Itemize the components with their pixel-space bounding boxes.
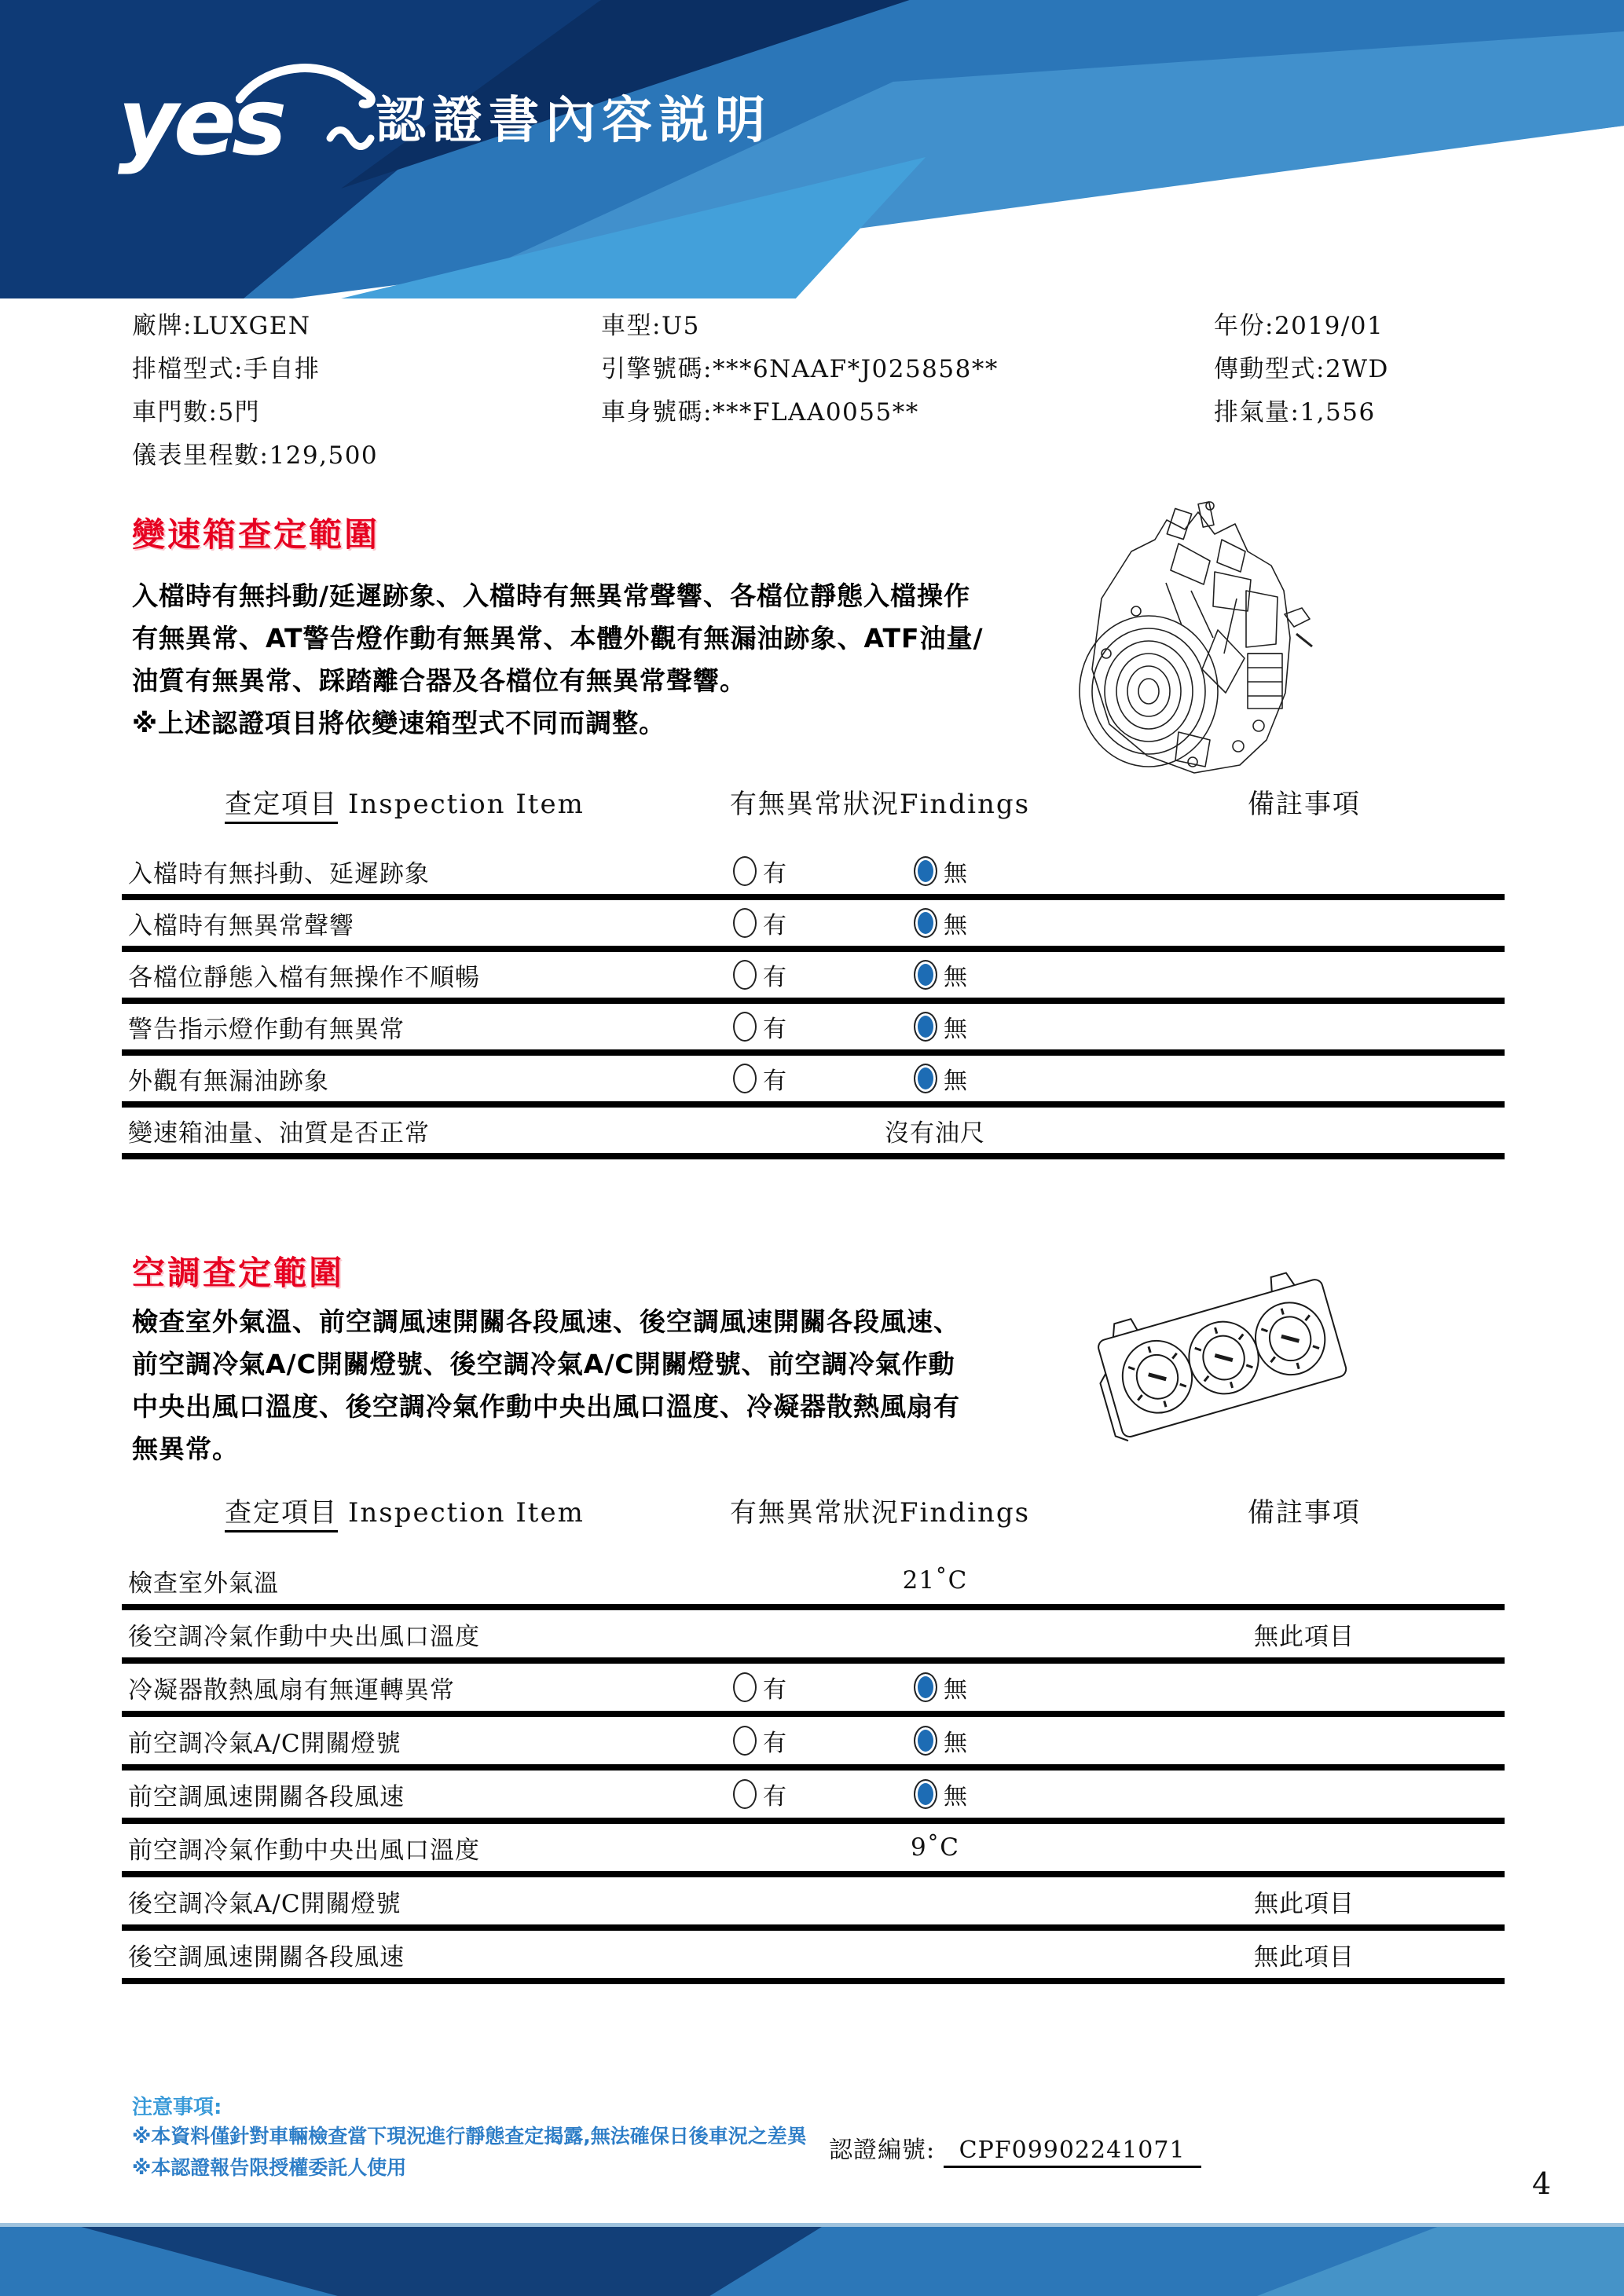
certificate-number-row — [829, 2130, 1201, 2165]
page-number: 4 — [1532, 2166, 1552, 2201]
radio-yes-label: 有 — [763, 1676, 786, 1704]
radio-yes-label: 有 — [763, 1783, 786, 1811]
aircon-desc-line: 前空調冷氣A/C開關燈號、後空調冷氣A/C開關燈號、前空調冷氣作動 — [132, 1349, 955, 1379]
certificate-number-value: CPF09902241071 — [944, 2137, 1201, 2168]
radio-no-label: 無 — [944, 1016, 967, 1043]
radio-option-yes[interactable] — [733, 1777, 786, 1811]
radio-yes-icon[interactable] — [733, 1726, 757, 1756]
inspection-item-label: 冷凝器散熱風扇有無運轉異常 — [128, 1675, 455, 1705]
remark-value: 無此項目 — [1254, 1943, 1355, 1972]
table-row — [122, 1877, 1505, 1931]
inspection-item-label: 各檔位靜態入檔有無操作不順暢 — [128, 963, 480, 992]
radio-no-label: 無 — [944, 1730, 967, 1757]
t1-header-item-en: Inspection Item — [338, 789, 585, 820]
inspection-item-label: 後空調冷氣A/C開關燈號 — [128, 1889, 401, 1918]
car-swoosh-icon — [236, 53, 393, 163]
transmission-desc-line: 有無異常、AT警告燈作動有無異常、本體外觀有無漏油跡象、ATF油量/ — [132, 623, 984, 654]
aircon-section-description — [132, 1301, 960, 1470]
transmission-desc-line: ※上述認證項目將依變速箱型式不同而調整。 — [132, 708, 666, 738]
radio-option-no[interactable] — [914, 958, 967, 992]
radio-yes-label: 有 — [763, 964, 786, 991]
radio-yes-icon[interactable] — [733, 908, 757, 938]
table-row — [122, 1771, 1505, 1824]
table-row — [122, 1824, 1505, 1877]
brand-field: 廠牌:LUXGEN — [132, 312, 311, 340]
table-row — [122, 1557, 1505, 1610]
radio-option-no[interactable] — [914, 1723, 967, 1758]
finding-value: 沒有油尺 — [885, 1119, 985, 1148]
inspection-item-label: 前空調冷氣作動中央出風口溫度 — [128, 1836, 480, 1865]
radio-no-label: 無 — [944, 964, 967, 991]
radio-no-icon[interactable] — [914, 856, 937, 886]
year-field: 年份:2019/01 — [1214, 312, 1384, 340]
gearbox-type-field: 排檔型式:手自排 — [132, 355, 321, 383]
radio-no-icon[interactable] — [914, 960, 937, 990]
radio-yes-icon[interactable] — [733, 856, 757, 886]
aircon-section-title: 空調查定範圍 — [132, 1254, 345, 1292]
radio-no-icon[interactable] — [914, 1012, 937, 1042]
radio-option-yes[interactable] — [733, 1009, 786, 1044]
yes-logo — [118, 61, 385, 195]
inspection-item-label: 外觀有無漏油跡象 — [128, 1067, 329, 1096]
radio-option-yes[interactable] — [733, 1670, 786, 1705]
notice-line-1: ※本資料僅針對車輛檢查當下現況進行靜態查定揭露,無法確保日後車況之差異 — [132, 2125, 807, 2148]
transmission-section-title: 變速箱查定範圍 — [132, 515, 380, 554]
radio-yes-icon[interactable] — [733, 960, 757, 990]
inspection-item-label: 變速箱油量、油質是否正常 — [128, 1119, 430, 1148]
table-row — [122, 1664, 1505, 1717]
table-row — [122, 1931, 1505, 1984]
radio-yes-icon[interactable] — [733, 1779, 757, 1809]
inspection-item-label: 入檔時有無抖動、延遲跡象 — [128, 859, 430, 888]
vehicle-info-column-1 — [132, 305, 378, 478]
radio-yes-icon[interactable] — [733, 1012, 757, 1042]
transmission-desc-line: 油質有無異常、踩踏離合器及各檔位有無異常聲響。 — [132, 665, 746, 696]
remark-value: 無此項目 — [1254, 1622, 1355, 1651]
table-row — [122, 1108, 1505, 1159]
inspection-item-label: 後空調冷氣作動中央出風口溫度 — [128, 1622, 480, 1651]
transmission-table-rows — [122, 848, 1505, 1159]
radio-option-yes[interactable] — [733, 1723, 786, 1758]
inspection-item-label: 檢查室外氣溫 — [128, 1569, 279, 1598]
transmission-desc-line: 入檔時有無抖動/延遲跡象、入檔時有無異常聲響、各檔位靜態入檔操作 — [132, 580, 971, 611]
radio-yes-label: 有 — [763, 1067, 786, 1095]
t2-header-findings: 有無異常狀況Findings — [729, 1497, 1031, 1529]
aircon-desc-line: 無異常。 — [132, 1434, 239, 1464]
vin-field: 車身號碼:***FLAA0055** — [601, 398, 919, 427]
table-row — [122, 1056, 1505, 1108]
footer-band — [0, 2223, 1624, 2296]
t1-header-findings: 有無異常狀況Findings — [729, 789, 1031, 820]
aircon-desc-line: 中央出風口溫度、後空調冷氣作動中央出風口溫度、冷凝器散熱風扇有 — [132, 1391, 960, 1422]
notice-title: 注意事項: — [132, 2096, 222, 2119]
radio-option-no[interactable] — [914, 1777, 967, 1811]
transmission-section-description — [132, 575, 984, 745]
table-row — [122, 1610, 1505, 1664]
t2-header-item — [122, 1491, 687, 1529]
inspection-item-label: 警告指示燈作動有無異常 — [128, 1015, 405, 1044]
radio-option-no[interactable] — [914, 1670, 967, 1705]
radio-option-yes[interactable] — [733, 906, 786, 940]
table-row — [122, 1004, 1505, 1056]
radio-option-no[interactable] — [914, 1009, 967, 1044]
model-field: 車型:U5 — [601, 312, 700, 340]
aircon-table-rows — [122, 1557, 1505, 1984]
yes-logo-text: yes — [118, 68, 283, 176]
radio-no-icon[interactable] — [914, 1779, 937, 1809]
radio-no-label: 無 — [944, 1067, 967, 1095]
inspection-item-label: 入檔時有無異常聲響 — [128, 911, 354, 940]
table-row — [122, 1717, 1505, 1771]
transmission-illustration — [1061, 496, 1320, 783]
finding-value: 21˚C — [902, 1566, 968, 1595]
engine-number-field: 引擎號碼:***6NAAF*J025858** — [601, 355, 999, 383]
remark-value: 無此項目 — [1254, 1889, 1355, 1918]
certificate-number-label: 認證編號: — [829, 2137, 936, 2164]
radio-no-label: 無 — [944, 912, 967, 939]
door-count-field: 車門數:5門 — [132, 398, 261, 427]
table-row — [122, 848, 1505, 900]
t1-header-item — [122, 782, 687, 821]
ac-control-illustration — [1088, 1216, 1347, 1475]
radio-no-label: 無 — [944, 1783, 967, 1811]
radio-no-icon[interactable] — [914, 908, 937, 938]
aircon-desc-line: 檢查室外氣溫、前空調風速開關各段風速、後空調風速開關各段風速、 — [132, 1306, 960, 1337]
radio-option-yes[interactable] — [733, 1061, 786, 1096]
radio-no-icon[interactable] — [914, 1064, 937, 1093]
drivetrain-field: 傳動型式:2WD — [1214, 355, 1389, 383]
notice-line-2: ※本認證報告限授權委託人使用 — [132, 2156, 407, 2179]
vehicle-info-column-2 — [601, 305, 999, 434]
inspection-item-label: 前空調風速開關各段風速 — [128, 1782, 405, 1811]
table-row — [122, 900, 1505, 952]
inspection-item-label: 前空調冷氣A/C開關燈號 — [128, 1729, 401, 1758]
t1-header-remarks: 備註事項 — [1248, 789, 1361, 820]
radio-yes-icon[interactable] — [733, 1672, 757, 1702]
page-title: 認證書內容説明 — [376, 92, 772, 150]
radio-option-yes[interactable] — [733, 854, 786, 888]
radio-no-icon[interactable] — [914, 1726, 937, 1756]
radio-option-yes[interactable] — [733, 958, 786, 992]
inspection-item-label: 後空調風速開關各段風速 — [128, 1943, 405, 1972]
mileage-field: 儀表里程數:129,500 — [132, 441, 379, 470]
t2-header-item-cjk: 查定項目 — [225, 1497, 338, 1532]
radio-yes-label: 有 — [763, 860, 786, 888]
displacement-field: 排氣量:1,556 — [1214, 398, 1376, 427]
t1-header-item-cjk: 查定項目 — [225, 789, 338, 824]
radio-option-no[interactable] — [914, 854, 967, 888]
radio-option-no[interactable] — [914, 906, 967, 940]
radio-no-label: 無 — [944, 1676, 967, 1704]
vehicle-info-column-3 — [1214, 305, 1389, 434]
finding-value: 9˚C — [911, 1833, 959, 1862]
radio-no-label: 無 — [944, 860, 967, 888]
header-banner — [0, 0, 1624, 314]
radio-yes-label: 有 — [763, 1730, 786, 1757]
radio-option-no[interactable] — [914, 1061, 967, 1096]
radio-yes-icon[interactable] — [733, 1064, 757, 1093]
radio-yes-label: 有 — [763, 1016, 786, 1043]
table-row — [122, 952, 1505, 1004]
t2-header-item-en: Inspection Item — [338, 1497, 585, 1529]
radio-no-icon[interactable] — [914, 1672, 937, 1702]
radio-yes-label: 有 — [763, 912, 786, 939]
t2-header-remarks: 備註事項 — [1248, 1497, 1361, 1529]
